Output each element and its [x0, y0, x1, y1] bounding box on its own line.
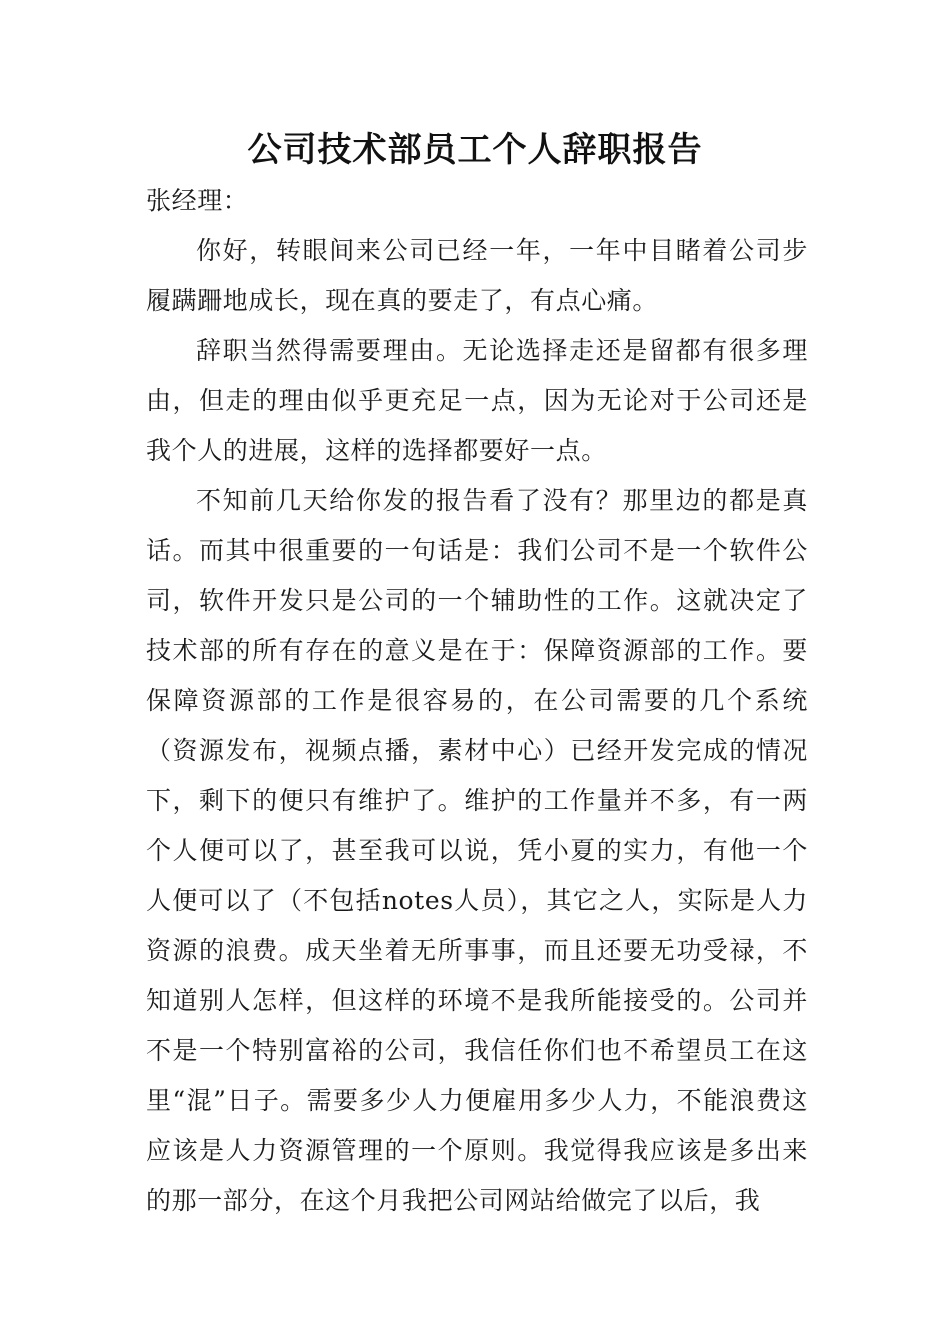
salutation: 张经理：: [146, 186, 249, 215]
document-body: [146, 176, 808, 1226]
paragraph-3: 不知前几天给你发的报告看了没有？那里边的都是真话。而其中很重要的一句话是：我们公司不是一个软件公司，软件开发只是公司的一个辅助性的工作。这就决定了技术部的所有存在的意义是在于：保障资源部的工作。要保障资源部的工作是很容易的，在公司需要的几个系统（资源发布，视频点播，素材中心）已经开发完成的情况下，剩下的便只有维护了。维护的工作量并不多，有一两个人便可以了，甚至我可以说，凭小夏的实力，有他一个人便可以了（不包括notes人员），其它之人，实际是人力资源的浪费。成天坐着无所事事，而且还要无功受禄，不知道别人怎样，但这样的环境不是我所能接受的。公司并不是一个特别富裕的公司，我信任你们也不希望员工在这里“混”日子。需要多少人力便雇用多少人力，不能浪费这应该是人力资源管理的一个原则。我觉得我应该是多出来的那一部分，在这个月我把公司网站给做完了以后，我: [146, 486, 808, 1215]
paragraph-2: 辞职当然得需要理由。无论选择走还是留都有很多理由，但走的理由似乎更充足一点，因为无论对于公司还是我个人的进展，这样的选择都要好一点。: [146, 336, 808, 465]
document-title: 公司技术部员工个人辞职报告: [247, 130, 703, 170]
paragraph-1: 你好，转眼间来公司已经一年，一年中目睹着公司步履蹒跚地成长，现在真的要走了，有点心痛。: [146, 236, 808, 315]
